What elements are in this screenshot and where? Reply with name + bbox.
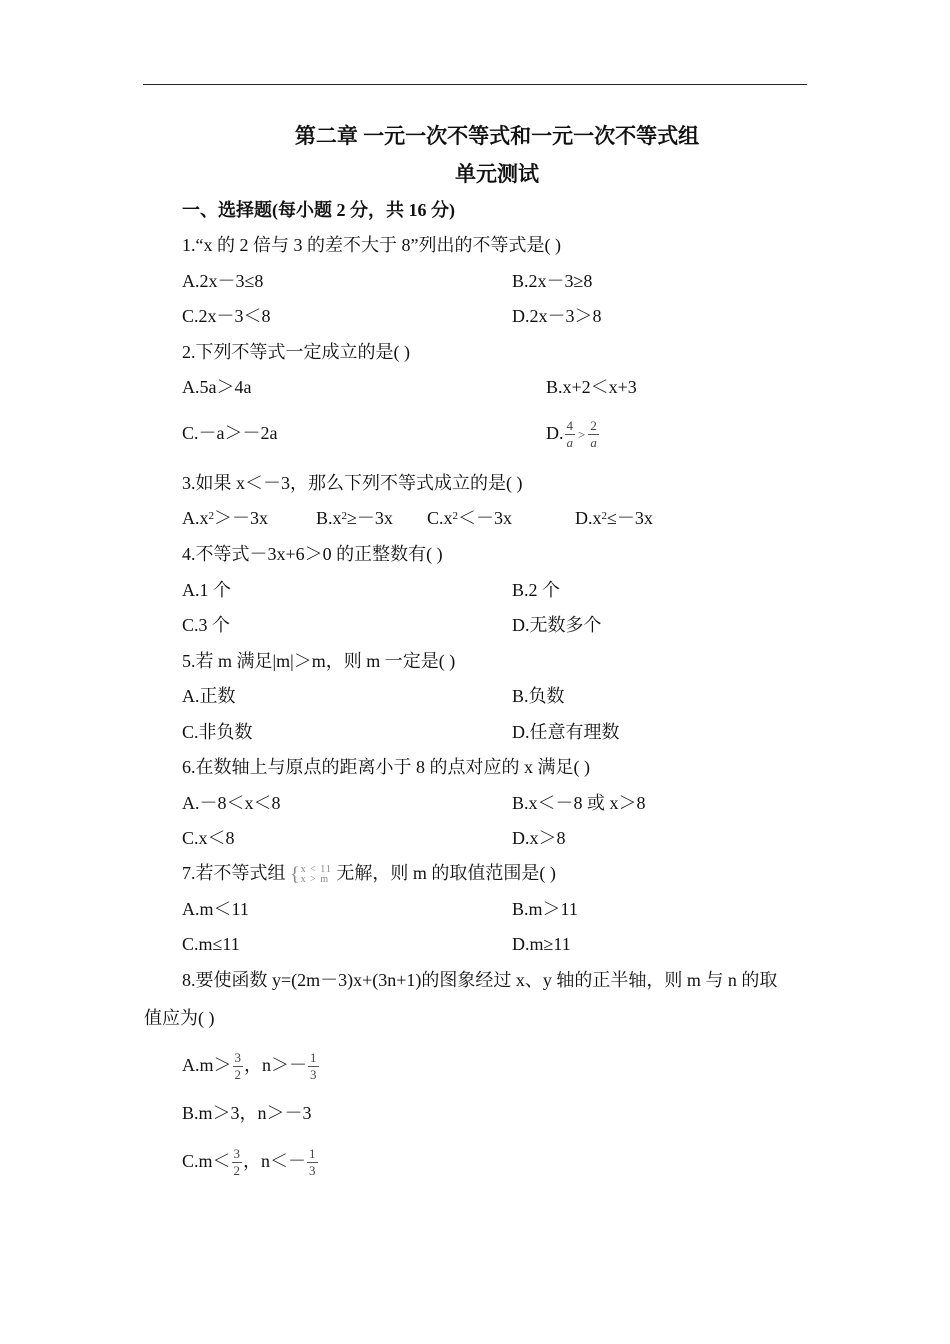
header-rule bbox=[143, 84, 807, 85]
question-7-option-c: C.m≤11 bbox=[182, 934, 240, 954]
q3-a-rest: ＞－3x bbox=[214, 508, 268, 528]
question-3-option-b bbox=[316, 507, 393, 529]
question-2-option-c: C.－a＞－2a bbox=[182, 423, 278, 443]
fraction-3-over-2 bbox=[233, 1050, 244, 1083]
question-6-option-a: A.－8＜x＜8 bbox=[182, 793, 281, 813]
question-3-option-c bbox=[427, 507, 512, 529]
system-rows bbox=[301, 865, 332, 885]
question-2-option-d bbox=[546, 414, 600, 454]
question-5-option-b: B.负数 bbox=[512, 686, 565, 706]
q2-d-prefix: D. bbox=[546, 423, 564, 443]
q3-c-base: C.x bbox=[427, 508, 453, 528]
question-5-option-d: D.任意有理数 bbox=[512, 722, 620, 742]
system-row-2: x > m bbox=[300, 873, 330, 885]
question-1-option-a: A.2x－3≤8 bbox=[182, 271, 264, 291]
question-4-option-a: A.1 个 bbox=[182, 580, 231, 600]
fraction-numerator: 3 bbox=[234, 1050, 241, 1066]
question-8-option-a bbox=[182, 1046, 320, 1084]
question-1-stem: 1.“x 的 2 倍与 3 的差不大于 8”列出的不等式是( ) bbox=[182, 235, 561, 255]
exponent: 2 bbox=[601, 510, 607, 522]
chapter-title: 第二章 一元一次不等式和一元一次不等式组 bbox=[294, 124, 700, 148]
fraction-numerator: 4 bbox=[566, 418, 573, 434]
question-7-option-d: D.m≥11 bbox=[512, 934, 571, 954]
q7-stem-end: 无解，则 m 的取值范围是( ) bbox=[336, 863, 556, 883]
question-3-stem: 3.如果 x＜－3，那么下列不等式成立的是( ) bbox=[182, 473, 523, 493]
question-8-option-b: B.m＞3，n＞－3 bbox=[182, 1103, 312, 1123]
fraction-denominator: 3 bbox=[309, 1163, 316, 1179]
q3-b-base: B.x bbox=[316, 508, 342, 528]
question-5-stem: 5.若 m 满足|m|＞m，则 m 一定是( ) bbox=[182, 651, 456, 671]
q8-c-start: C.m＜ bbox=[182, 1151, 231, 1171]
question-6-option-c: C.x＜8 bbox=[182, 828, 235, 848]
test-title: 单元测试 bbox=[455, 162, 539, 186]
question-2-option-a: A.5a＞4a bbox=[182, 377, 252, 397]
q7-stem-start: 7.若不等式组 bbox=[182, 863, 286, 883]
question-4-option-b: B.2 个 bbox=[512, 580, 561, 600]
fraction-2-over-a bbox=[588, 418, 599, 451]
question-4-option-c: C.3 个 bbox=[182, 615, 231, 635]
section-heading: 一、选择题(每小题 2 分，共 16 分) bbox=[182, 200, 455, 220]
question-3-option-a bbox=[182, 507, 268, 529]
q8-a-middle: ，n＞－ bbox=[244, 1055, 307, 1075]
q8-a-start: A.m＞ bbox=[182, 1055, 232, 1075]
exponent: 2 bbox=[208, 510, 214, 522]
inequality-system bbox=[290, 865, 332, 885]
q3-b-rest: ≥－3x bbox=[347, 508, 393, 528]
fraction-denominator: a bbox=[590, 435, 597, 451]
question-5-option-a: A.正数 bbox=[182, 686, 236, 706]
exponent: 2 bbox=[452, 510, 459, 522]
question-6-option-b: B.x＜－8 或 x＞8 bbox=[512, 793, 646, 813]
brace-symbol: { bbox=[290, 863, 301, 886]
q3-d-rest: ≤－3x bbox=[607, 508, 653, 528]
q3-c-rest: ＜－3x bbox=[458, 508, 513, 528]
question-1-option-b: B.2x－3≥8 bbox=[512, 271, 593, 291]
q8-c-middle: ，n＜－ bbox=[243, 1151, 307, 1171]
question-2-stem: 2.下列不等式一定成立的是( ) bbox=[182, 342, 410, 362]
fraction-denominator: 2 bbox=[233, 1163, 241, 1179]
question-7-option-a: A.m＜11 bbox=[182, 899, 249, 919]
fraction-1-over-3 bbox=[308, 1050, 319, 1083]
question-2-option-b: B.x+2＜x+3 bbox=[546, 377, 637, 397]
question-8-stem-line-2: 值应为( ) bbox=[144, 1008, 215, 1028]
q2-d-operator: > bbox=[578, 427, 586, 442]
question-1-option-c: C.2x－3＜8 bbox=[182, 306, 271, 326]
fraction-3-over-2 bbox=[232, 1146, 243, 1179]
question-1-option-d: D.2x－3＞8 bbox=[512, 306, 602, 326]
system-row-1: x < 11 bbox=[300, 863, 332, 875]
question-7-stem bbox=[182, 862, 556, 885]
exponent: 2 bbox=[341, 510, 348, 522]
fraction-numerator: 1 bbox=[309, 1146, 316, 1162]
question-8-stem-line-1: 8.要使函数 y=(2m－3)x+(3n+1)的图象经过 x、y 轴的正半轴，则 m 与 n 的取 bbox=[182, 970, 778, 990]
question-6-option-d: D.x＞8 bbox=[512, 828, 566, 848]
fraction-denominator: 3 bbox=[310, 1067, 317, 1083]
fraction-1-over-3 bbox=[307, 1146, 318, 1179]
fraction-numerator: 2 bbox=[590, 418, 597, 434]
q3-a-base: A.x bbox=[182, 508, 209, 528]
question-4-stem: 4.不等式－3x+6＞0 的正整数有( ) bbox=[182, 544, 443, 564]
question-7-option-b: B.m＞11 bbox=[512, 899, 578, 919]
q3-d-base: D.x bbox=[575, 508, 602, 528]
fraction-numerator: 1 bbox=[310, 1050, 317, 1066]
question-4-option-d: D.无数多个 bbox=[512, 615, 602, 635]
question-5-option-c: C.非负数 bbox=[182, 722, 253, 742]
question-8-option-c bbox=[182, 1142, 319, 1180]
question-3-option-d bbox=[575, 507, 653, 529]
fraction-numerator: 3 bbox=[233, 1146, 241, 1162]
fraction-denominator: 2 bbox=[234, 1067, 241, 1083]
question-6-stem: 6.在数轴上与原点的距离小于 8 的点对应的 x 满足( ) bbox=[182, 757, 590, 777]
fraction-4-over-a bbox=[565, 418, 576, 451]
fraction-denominator: a bbox=[566, 435, 573, 451]
